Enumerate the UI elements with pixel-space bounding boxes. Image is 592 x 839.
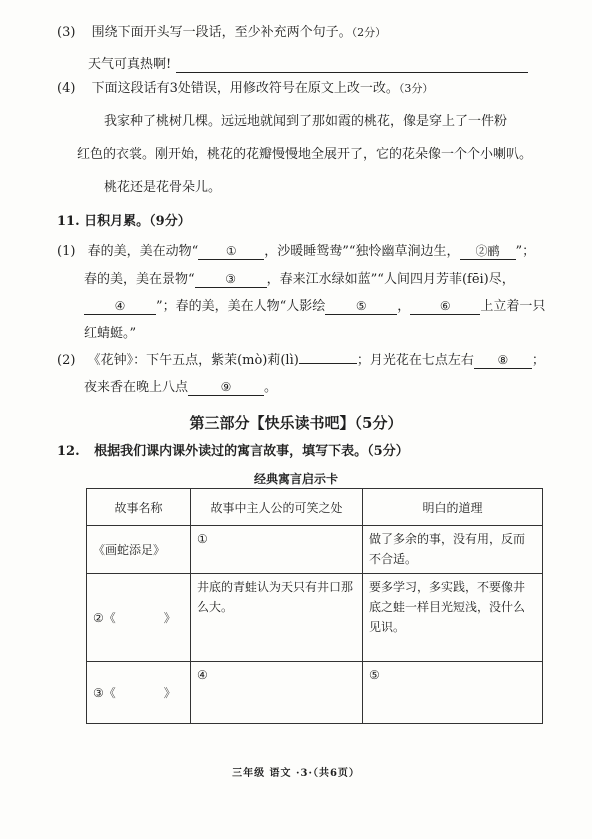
cell-lesson-1: 做了多余的事，没有用，反而不合适。 xyxy=(363,526,543,574)
q3-text: 围绕下面开头写一段话，至少补充两个句子。 xyxy=(91,25,352,40)
blank-1[interactable]: ① xyxy=(198,243,264,260)
q3-starter: 天气可真热啊! xyxy=(88,57,172,72)
table-header-row xyxy=(87,489,543,526)
q4-score: （3分） xyxy=(398,82,434,95)
cell-story-2[interactable]: ②《 》 xyxy=(87,574,191,662)
header-lesson: 明白的道理 xyxy=(363,489,543,526)
q4-passage-line-1: 我家种了桃树几棵。远远地就闻到了那如霞的桃花，像是穿上了一件粉 xyxy=(104,114,508,129)
cell-funny-2: 井底的青蛙认为天只有井口那么大。 xyxy=(191,574,363,662)
cell-story-1: 《画蛇添足》 xyxy=(87,526,191,574)
q11-2-text-a: 《花钟》：下午五点，紫茉(mò)莉(lì) xyxy=(87,353,299,368)
header-funny-point: 故事中主人公的可笑之处 xyxy=(191,489,363,526)
q4-passage-line-3: 桃花还是花骨朵儿。 xyxy=(104,180,222,195)
q11-2-line-1 xyxy=(57,352,545,370)
q3-number: (3) xyxy=(57,25,76,40)
page-footer: 三年级 语文 ·3·（共6页） xyxy=(232,768,360,779)
blank-2[interactable]: ②鹂 xyxy=(460,243,516,260)
blank-6[interactable]: ⑥ xyxy=(410,298,480,315)
q11-1-text-d: 春的美，美在景物“ xyxy=(84,272,195,287)
q11-1-text-f: ”；春的美，美在人物“人影绘 xyxy=(156,299,326,314)
q11-1-text-e: ，春来江水绿如蓝”“人间四月芳菲(fēi)尽， xyxy=(266,272,515,287)
q12-text: 根据我们课内课外读过的寓言故事，填写下表。（5分） xyxy=(94,444,409,459)
q11-title: 11. 日积月累。（9分） xyxy=(57,214,191,229)
q3-score: （2分） xyxy=(351,26,387,39)
q11-2-text-b: ；月光花在七点左右 xyxy=(356,353,474,368)
cell-lesson-2: 要多学习，多实践，不要像井底之蛙一样目光短浅，没什么见识。 xyxy=(363,574,543,662)
q11-1-line-1 xyxy=(57,243,535,261)
blank-5[interactable]: ⑤ xyxy=(325,298,397,315)
table-title: 经典寓言启示卡 xyxy=(253,472,338,486)
q4-line xyxy=(57,80,433,98)
q4-passage-line-2: 红色的衣裳。刚开始，桃花的花瓣慢慢地全展开了，它的花朵像一个个小喇叭。 xyxy=(77,147,533,162)
cell-funny-1[interactable]: ① xyxy=(191,526,363,574)
cell-lesson-3[interactable]: ⑤ xyxy=(363,662,543,724)
fable-table xyxy=(86,488,543,724)
q12-line xyxy=(57,443,409,461)
q11-1-text-b: ，沙暖睡鸳鸯”“独怜幽草涧边生， xyxy=(264,244,460,259)
header-story-name: 故事名称 xyxy=(87,489,191,526)
q3-line xyxy=(57,24,386,42)
blank-9[interactable]: ⑨ xyxy=(188,379,264,396)
cell-funny-3[interactable]: ④ xyxy=(191,662,363,724)
q3-answer-line[interactable] xyxy=(176,72,528,73)
table-row xyxy=(87,662,543,724)
table-row xyxy=(87,526,543,574)
part3-heading: 第三部分【快乐读书吧】（5分） xyxy=(189,414,403,432)
q11-2-text-c: ； xyxy=(531,353,545,368)
q11-1-number: (1) xyxy=(57,244,76,259)
q11-2-line-2 xyxy=(84,379,277,397)
q11-2-number: (2) xyxy=(57,353,76,368)
q11-2-text-e: 。 xyxy=(264,380,278,395)
q4-number: (4) xyxy=(57,81,76,96)
q11-1-line-3 xyxy=(84,298,545,316)
q11-1-line-4: 红蜻蜓。” xyxy=(84,326,137,341)
q11-1-text-a: 春的美，美在动物“ xyxy=(87,244,199,259)
q11-1-text-g: ， xyxy=(397,299,411,314)
q12-number: 12. xyxy=(57,444,80,459)
blank-7[interactable] xyxy=(299,363,357,364)
cell-story-3[interactable]: ③《 》 xyxy=(87,662,191,724)
blank-3[interactable]: ③ xyxy=(195,271,267,288)
q4-text: 下面这段话有3处错误，用修改符号在原文上改一改。 xyxy=(91,81,399,96)
blank-4[interactable]: ④ xyxy=(84,298,156,315)
q11-2-text-d: 夜来香在晚上八点 xyxy=(84,380,189,395)
table-row xyxy=(87,574,543,662)
blank-8[interactable]: ⑧ xyxy=(474,352,532,369)
q11-1-line-2 xyxy=(84,271,515,289)
q11-1-text-h: 上立着一只 xyxy=(480,299,546,314)
q11-1-text-c: ”； xyxy=(515,244,536,259)
